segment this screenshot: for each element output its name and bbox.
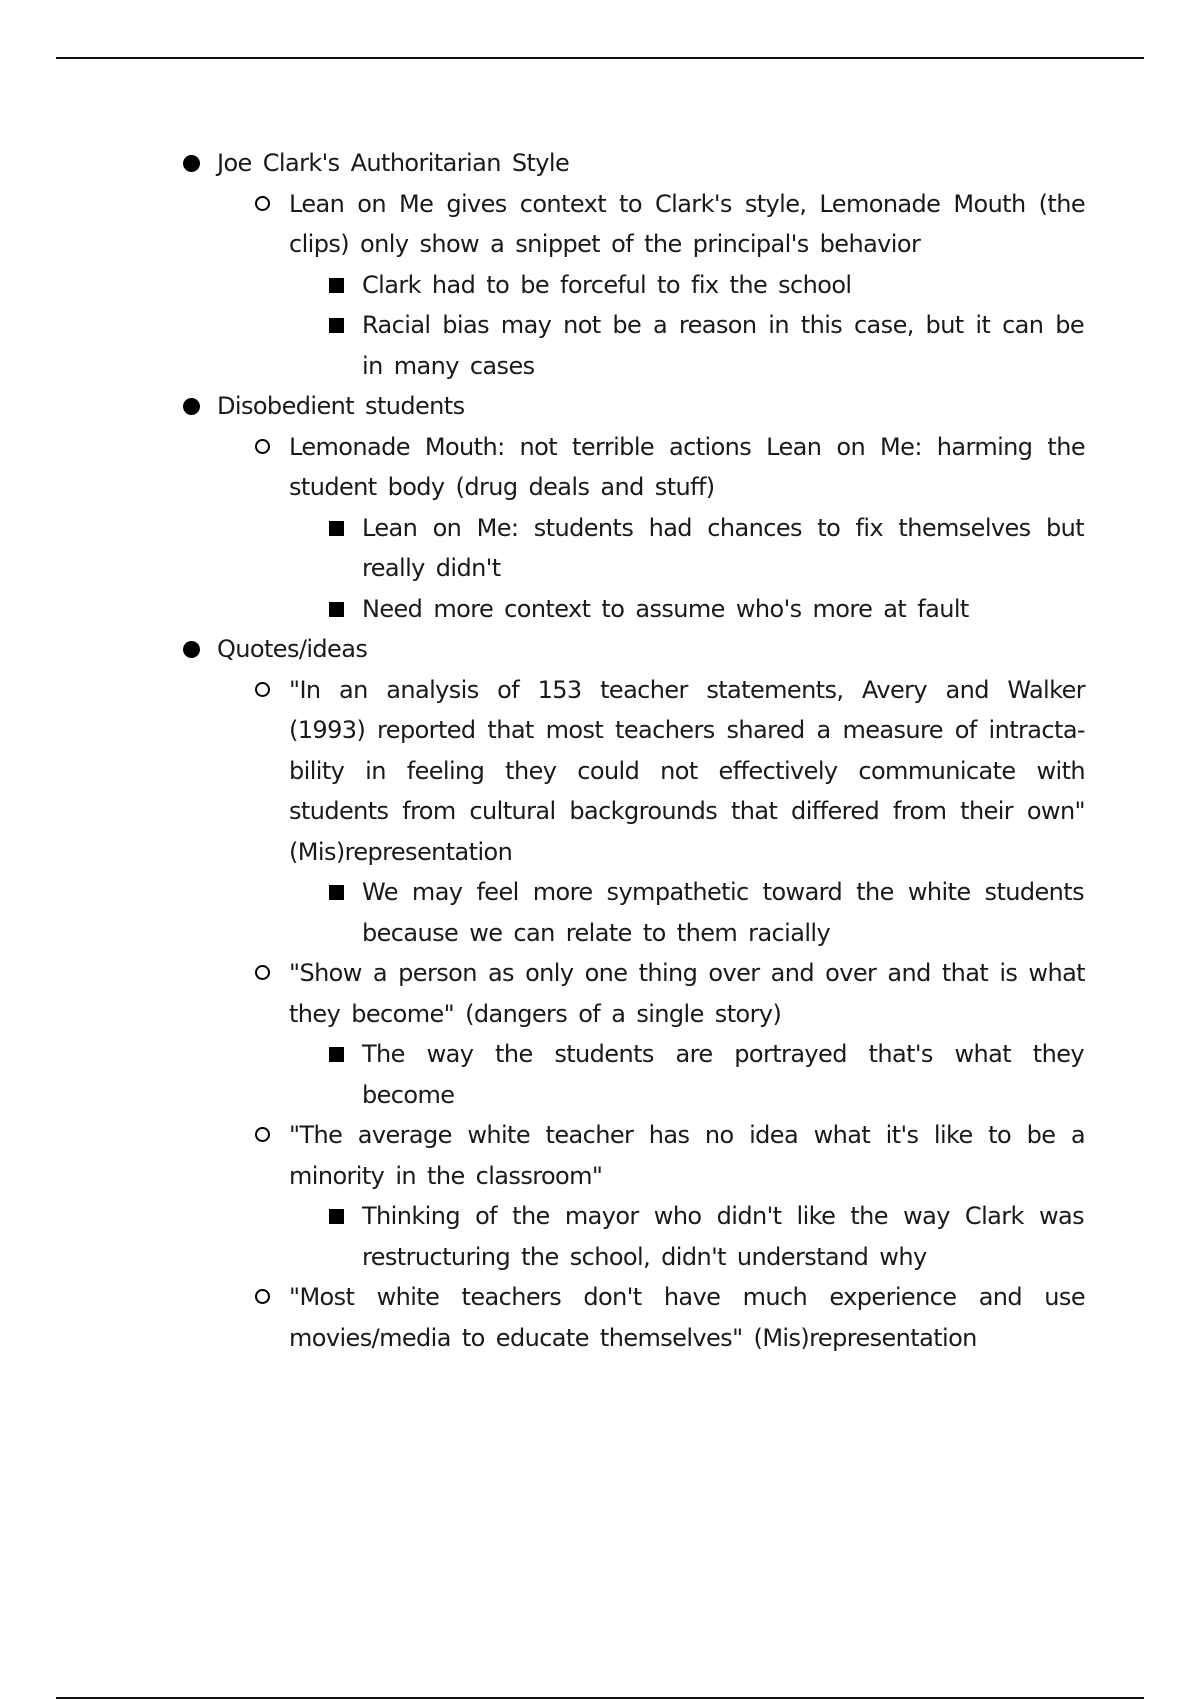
square-bullet-icon [329,885,344,900]
outline-item-level-3 [362,1196,1084,1277]
square-bullet-icon [329,1047,344,1062]
hollow-circle-bullet-icon [255,439,270,454]
outline-item-text: Thinking of the mayor who didn't like the way Clark was restructuring the school, didn't understand why [362,1202,1084,1271]
outline-item-text: Lean on Me: students had chances to fix themselves but really didn't [362,513,1084,582]
outline-item-level-3 [362,265,1084,306]
outline-item-text: "Show a person as only one thing over and over and that is what they become" (dangers of a single story) [289,959,1085,1028]
outline-item-text: Need more context to assume who's more at fault [362,594,969,623]
hollow-circle-bullet-icon [255,682,270,697]
outline-item-text: Lean on Me gives context to Clark's style, Lemonade Mouth (the clips) only show a snippet of the principal's behavior [289,189,1085,258]
outline-item-text: Quotes/ideas [217,635,368,663]
outline-item-text: The way the students are portrayed that's what they become [362,1040,1084,1109]
outline-item-level-2 [289,184,1085,265]
square-bullet-icon [329,278,344,293]
hollow-circle-bullet-icon [255,1127,270,1142]
outline-item-level-1 [217,143,1087,184]
outline-item-level-1 [217,629,1087,670]
square-bullet-icon [329,521,344,536]
outline-item-level-3 [362,508,1084,589]
outline-item-level-2 [289,1277,1085,1358]
footer-rule [56,1697,1144,1699]
outline-item-text: "The average white teacher has no idea what it's like to be a minority in the classroom" [289,1121,1085,1190]
hollow-circle-bullet-icon [255,965,270,980]
outline-item-text: Racial bias may not be a reason in this case, but it can be in many cases [362,311,1084,380]
square-bullet-icon [329,1209,344,1224]
outline-item-level-2 [289,670,1085,873]
outline-item-text: Disobedient students [217,392,465,420]
square-bullet-icon [329,318,344,333]
outline-item-level-3 [362,305,1084,386]
outline-item-text: Joe Clark's Authoritarian Style [217,149,570,177]
outline-item-level-1 [217,386,1087,427]
outline-item-text: "Most white teachers don't have much experience and use movies/media to educate themselves" (Mis)representation [289,1283,1085,1352]
outline-item-text: Clark had to be forceful to fix the school [362,270,852,299]
outline-item-level-2 [289,427,1085,508]
outline-item-level-3 [362,872,1084,953]
outline-item-level-3 [362,1034,1084,1115]
outline-item-level-3 [362,589,1084,630]
outline-item-text: "In an analysis of 153 teacher statements, Avery and Walker (1993) reported that most teachers shared a measure of intracta-bility in feeling they could not effectively communicate with students from cultural backgrounds that differed from their own" (Mis)representation [289,675,1085,866]
outline-item-text: Lemonade Mouth: not terrible actions Lean on Me: harming the student body (drug deals and stuff) [289,432,1085,501]
hollow-circle-bullet-icon [255,196,270,211]
outline-item-level-2 [289,953,1085,1034]
header-rule [56,57,1144,59]
hollow-circle-bullet-icon [255,1289,270,1304]
square-bullet-icon [329,602,344,617]
outline-item-text: We may feel more sympathetic toward the white students because we can relate to them racially [362,878,1084,947]
filled-circle-bullet-icon [183,641,200,658]
filled-circle-bullet-icon [183,398,200,415]
notes-outline [0,143,1200,1358]
outline-item-level-2 [289,1115,1085,1196]
filled-circle-bullet-icon [183,155,200,172]
